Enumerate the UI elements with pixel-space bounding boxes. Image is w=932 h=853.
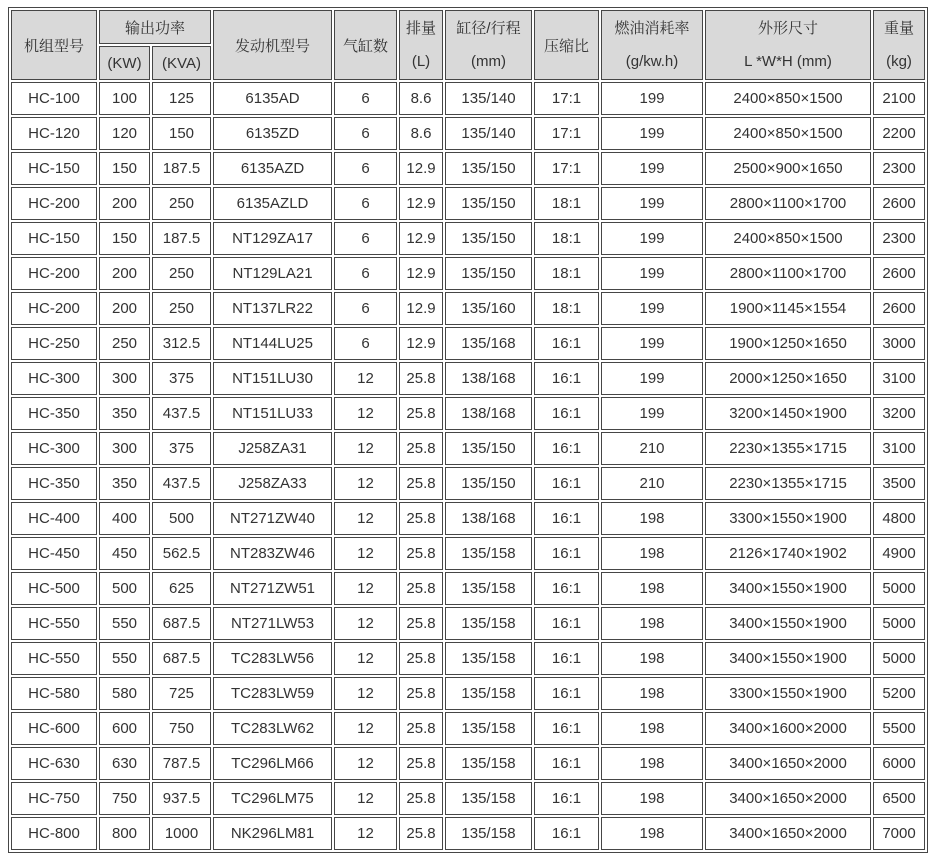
table-cell: 12 [334, 432, 397, 465]
table-cell: 135/158 [445, 677, 532, 710]
table-cell: HC-450 [11, 537, 97, 570]
table-cell: 210 [601, 467, 703, 500]
table-cell: 199 [601, 117, 703, 150]
table-cell: 135/140 [445, 117, 532, 150]
table-cell: 6 [334, 257, 397, 290]
table-cell: 1900×1145×1554 [705, 292, 871, 325]
table-cell: NT151LU30 [213, 362, 332, 395]
table-cell: HC-200 [11, 187, 97, 220]
table-cell: 2126×1740×1902 [705, 537, 871, 570]
table-cell: 17:1 [534, 82, 599, 115]
table-cell: 750 [152, 712, 211, 745]
table-cell: 2230×1355×1715 [705, 432, 871, 465]
table-cell: NT271LW53 [213, 607, 332, 640]
table-cell: 2600 [873, 292, 925, 325]
table-cell: 18:1 [534, 292, 599, 325]
table-cell: 135/158 [445, 642, 532, 675]
table-cell: 198 [601, 747, 703, 780]
table-cell: HC-400 [11, 502, 97, 535]
table-cell: TC283LW56 [213, 642, 332, 675]
table-cell: 25.8 [399, 397, 443, 430]
table-cell: 12 [334, 572, 397, 605]
header-cylinders: 气缸数 [334, 10, 397, 80]
table-cell: 200 [99, 187, 150, 220]
table-cell: HC-800 [11, 817, 97, 850]
table-cell: 1900×1250×1650 [705, 327, 871, 360]
table-row [11, 572, 925, 605]
table-cell: 198 [601, 642, 703, 675]
table-cell: 198 [601, 817, 703, 850]
table-row [11, 467, 925, 500]
table-cell: 125 [152, 82, 211, 115]
table-cell: 198 [601, 572, 703, 605]
table-cell: 25.8 [399, 642, 443, 675]
table-cell: 500 [152, 502, 211, 535]
table-cell: 25.8 [399, 467, 443, 500]
table-cell: TC283LW62 [213, 712, 332, 745]
table-cell: HC-500 [11, 572, 97, 605]
table-row [11, 362, 925, 395]
table-cell: 16:1 [534, 607, 599, 640]
table-cell: 16:1 [534, 432, 599, 465]
table-cell: 8.6 [399, 117, 443, 150]
table-cell: 120 [99, 117, 150, 150]
table-cell: 25.8 [399, 712, 443, 745]
table-cell: 16:1 [534, 537, 599, 570]
table-cell: 350 [99, 467, 150, 500]
table-cell: 199 [601, 187, 703, 220]
table-cell: HC-350 [11, 397, 97, 430]
table-cell: 5500 [873, 712, 925, 745]
table-cell: NT129ZA17 [213, 222, 332, 255]
table-cell: 199 [601, 292, 703, 325]
table-cell: 2300 [873, 152, 925, 185]
table-body [11, 82, 925, 850]
table-row [11, 257, 925, 290]
table-cell: 199 [601, 82, 703, 115]
table-cell: 350 [99, 397, 150, 430]
table-cell: NT271ZW40 [213, 502, 332, 535]
table-cell: 12 [334, 607, 397, 640]
table-row [11, 677, 925, 710]
table-row [11, 152, 925, 185]
table-row [11, 117, 925, 150]
table-cell: HC-200 [11, 257, 97, 290]
table-cell: 100 [99, 82, 150, 115]
table-row [11, 712, 925, 745]
table-cell: 135/158 [445, 817, 532, 850]
table-cell: 6 [334, 82, 397, 115]
table-cell: 138/168 [445, 397, 532, 430]
table-cell: 300 [99, 432, 150, 465]
table-cell: 200 [99, 292, 150, 325]
table-cell: J258ZA31 [213, 432, 332, 465]
table-cell: 135/140 [445, 82, 532, 115]
table-cell: HC-550 [11, 642, 97, 675]
table-cell: 135/158 [445, 607, 532, 640]
table-cell: 198 [601, 712, 703, 745]
table-cell: 6135AZD [213, 152, 332, 185]
header-displacement [399, 10, 443, 80]
table-cell: NT137LR22 [213, 292, 332, 325]
table-cell: 787.5 [152, 747, 211, 780]
table-cell: 6 [334, 327, 397, 360]
header-displacement-line1: 排量 [406, 20, 437, 37]
table-cell: 187.5 [152, 222, 211, 255]
header-weight-line2: (kg) [886, 53, 912, 70]
table-cell: 687.5 [152, 607, 211, 640]
table-cell: 25.8 [399, 572, 443, 605]
table-cell: 138/168 [445, 362, 532, 395]
table-cell: 135/150 [445, 222, 532, 255]
header-kva: (KVA) [152, 46, 211, 80]
table-cell: HC-250 [11, 327, 97, 360]
header-displacement-line2: (L) [411, 53, 431, 70]
table-cell: 200 [99, 257, 150, 290]
header-weight-line1: 重量 [884, 20, 915, 37]
table-cell: HC-150 [11, 222, 97, 255]
table-cell: TC296LM75 [213, 782, 332, 815]
header-fuel-line1: 燃油消耗率 [614, 20, 690, 37]
table-row [11, 292, 925, 325]
table-cell: 3100 [873, 432, 925, 465]
table-cell: 16:1 [534, 817, 599, 850]
table-cell: 4800 [873, 502, 925, 535]
table-cell: 6 [334, 187, 397, 220]
table-cell: 150 [99, 222, 150, 255]
header-weight [873, 10, 925, 80]
header-bore-stroke-line1: 缸径/行程 [456, 20, 521, 37]
table-cell: NT151LU33 [213, 397, 332, 430]
table-cell: 750 [99, 782, 150, 815]
table-cell: 6000 [873, 747, 925, 780]
table-cell: 437.5 [152, 467, 211, 500]
table-row [11, 747, 925, 780]
header-dimensions-line2: L *W*H (mm) [744, 53, 832, 70]
table-cell: 12.9 [399, 327, 443, 360]
table-cell: 199 [601, 152, 703, 185]
table-cell: 2400×850×1500 [705, 222, 871, 255]
table-cell: 250 [152, 292, 211, 325]
table-cell: 2200 [873, 117, 925, 150]
table-cell: 25.8 [399, 502, 443, 535]
table-cell: TC283LW59 [213, 677, 332, 710]
table-cell: 3400×1650×2000 [705, 747, 871, 780]
table-cell: HC-630 [11, 747, 97, 780]
header-dimensions [705, 10, 871, 80]
table-cell: 600 [99, 712, 150, 745]
table-cell: HC-150 [11, 152, 97, 185]
table-cell: 3400×1550×1900 [705, 607, 871, 640]
table-cell: 8.6 [399, 82, 443, 115]
table-cell: 3300×1550×1900 [705, 502, 871, 535]
header-dimensions-line1: 外形尺寸 [758, 20, 819, 37]
table-cell: 25.8 [399, 677, 443, 710]
table-header [11, 10, 925, 80]
table-cell: 16:1 [534, 397, 599, 430]
table-cell: 12.9 [399, 187, 443, 220]
table-cell: 3400×1550×1900 [705, 642, 871, 675]
header-engine-model: 发动机型号 [213, 10, 332, 80]
table-cell: 16:1 [534, 782, 599, 815]
table-cell: 500 [99, 572, 150, 605]
table-cell: 3000 [873, 327, 925, 360]
table-cell: 25.8 [399, 607, 443, 640]
table-cell: J258ZA33 [213, 467, 332, 500]
table-cell: HC-750 [11, 782, 97, 815]
table-cell: 198 [601, 537, 703, 570]
table-cell: 562.5 [152, 537, 211, 570]
table-cell: 25.8 [399, 432, 443, 465]
table-cell: HC-550 [11, 607, 97, 640]
table-cell: 3200 [873, 397, 925, 430]
header-fuel-line2: (g/kw.h) [625, 53, 679, 70]
table-row [11, 82, 925, 115]
table-cell: 17:1 [534, 117, 599, 150]
table-cell: 16:1 [534, 642, 599, 675]
table-row [11, 432, 925, 465]
table-cell: 5000 [873, 642, 925, 675]
table-cell: 135/158 [445, 712, 532, 745]
table-cell: 12 [334, 782, 397, 815]
table-cell: 7000 [873, 817, 925, 850]
table-cell: 5000 [873, 607, 925, 640]
table-cell: 210 [601, 432, 703, 465]
table-cell: 25.8 [399, 747, 443, 780]
table-cell: 250 [152, 257, 211, 290]
table-cell: 12 [334, 817, 397, 850]
table-row [11, 187, 925, 220]
table-row [11, 502, 925, 535]
header-compression: 压缩比 [534, 10, 599, 80]
table-cell: 2600 [873, 187, 925, 220]
table-cell: 135/150 [445, 257, 532, 290]
table-cell: 300 [99, 362, 150, 395]
table-cell: 199 [601, 257, 703, 290]
table-cell: 3400×1650×2000 [705, 817, 871, 850]
table-cell: 12 [334, 642, 397, 675]
table-cell: 312.5 [152, 327, 211, 360]
table-cell: 580 [99, 677, 150, 710]
table-cell: 199 [601, 327, 703, 360]
table-cell: TC296LM66 [213, 747, 332, 780]
table-cell: 5200 [873, 677, 925, 710]
table-cell: 199 [601, 362, 703, 395]
table-cell: 135/158 [445, 537, 532, 570]
table-cell: 2400×850×1500 [705, 117, 871, 150]
table-cell: 135/168 [445, 327, 532, 360]
table-cell: HC-100 [11, 82, 97, 115]
table-cell: HC-200 [11, 292, 97, 325]
table-cell: 18:1 [534, 222, 599, 255]
header-row-1 [11, 10, 925, 44]
table-cell: NT283ZW46 [213, 537, 332, 570]
table-cell: 250 [99, 327, 150, 360]
header-fuel-consumption [601, 10, 703, 80]
table-cell: 12 [334, 677, 397, 710]
table-cell: 1000 [152, 817, 211, 850]
table-cell: 16:1 [534, 677, 599, 710]
table-cell: 135/150 [445, 467, 532, 500]
table-cell: 16:1 [534, 747, 599, 780]
table-cell: 3400×1600×2000 [705, 712, 871, 745]
table-cell: 6 [334, 152, 397, 185]
table-cell: 135/150 [445, 152, 532, 185]
table-cell: 12 [334, 712, 397, 745]
table-cell: 3300×1550×1900 [705, 677, 871, 710]
header-kw: (KW) [99, 46, 150, 80]
header-unit-model: 机组型号 [11, 10, 97, 80]
table-cell: 450 [99, 537, 150, 570]
table-cell: 725 [152, 677, 211, 710]
table-cell: 135/158 [445, 747, 532, 780]
table-cell: 6135AD [213, 82, 332, 115]
table-cell: 400 [99, 502, 150, 535]
table-cell: 135/158 [445, 572, 532, 605]
table-cell: NT144LU25 [213, 327, 332, 360]
table-cell: 437.5 [152, 397, 211, 430]
table-row [11, 607, 925, 640]
table-cell: 6 [334, 222, 397, 255]
table-cell: 198 [601, 502, 703, 535]
table-cell: 199 [601, 397, 703, 430]
table-cell: 4900 [873, 537, 925, 570]
table-cell: NT129LA21 [213, 257, 332, 290]
table-row [11, 817, 925, 850]
table-cell: 12.9 [399, 292, 443, 325]
table-row [11, 397, 925, 430]
table-cell: 12 [334, 747, 397, 780]
header-output-power: 输出功率 [99, 10, 211, 44]
table-cell: HC-300 [11, 432, 97, 465]
table-cell: 138/168 [445, 502, 532, 535]
table-cell: 18:1 [534, 187, 599, 220]
header-bore-stroke-line2: (mm) [471, 53, 506, 70]
table-cell: 150 [152, 117, 211, 150]
table-cell: 2800×1100×1700 [705, 257, 871, 290]
table-cell: HC-350 [11, 467, 97, 500]
table-cell: 625 [152, 572, 211, 605]
table-row [11, 537, 925, 570]
table-cell: 18:1 [534, 257, 599, 290]
table-cell: 198 [601, 677, 703, 710]
table-cell: 25.8 [399, 537, 443, 570]
generator-spec-table [8, 7, 928, 853]
table-cell: 135/160 [445, 292, 532, 325]
table-cell: 12.9 [399, 152, 443, 185]
table-cell: 135/150 [445, 432, 532, 465]
table-cell: 3100 [873, 362, 925, 395]
table-row [11, 782, 925, 815]
table-cell: 250 [152, 187, 211, 220]
table-cell: 16:1 [534, 712, 599, 745]
table-cell: 25.8 [399, 782, 443, 815]
table-row [11, 642, 925, 675]
table-cell: 2800×1100×1700 [705, 187, 871, 220]
header-bore-stroke [445, 10, 532, 80]
table-cell: 687.5 [152, 642, 211, 675]
table-cell: 17:1 [534, 152, 599, 185]
table-cell: 16:1 [534, 467, 599, 500]
table-cell: 12 [334, 537, 397, 570]
table-cell: HC-300 [11, 362, 97, 395]
table-cell: 2000×1250×1650 [705, 362, 871, 395]
table-cell: 25.8 [399, 817, 443, 850]
table-cell: 375 [152, 362, 211, 395]
table-cell: 550 [99, 607, 150, 640]
table-cell: 16:1 [534, 502, 599, 535]
table-cell: 375 [152, 432, 211, 465]
table-cell: 3500 [873, 467, 925, 500]
table-cell: 3400×1650×2000 [705, 782, 871, 815]
table-cell: 198 [601, 607, 703, 640]
table-cell: 5000 [873, 572, 925, 605]
table-cell: 3200×1450×1900 [705, 397, 871, 430]
table-cell: 199 [601, 222, 703, 255]
table-cell: 937.5 [152, 782, 211, 815]
table-cell: 2500×900×1650 [705, 152, 871, 185]
table-cell: NT271ZW51 [213, 572, 332, 605]
table-row [11, 327, 925, 360]
table-cell: 12 [334, 502, 397, 535]
table-cell: 150 [99, 152, 150, 185]
table-cell: 550 [99, 642, 150, 675]
table-cell: 16:1 [534, 327, 599, 360]
table-cell: 2600 [873, 257, 925, 290]
table-cell: 12.9 [399, 257, 443, 290]
table-cell: 2400×850×1500 [705, 82, 871, 115]
table-cell: 12 [334, 397, 397, 430]
table-cell: 2230×1355×1715 [705, 467, 871, 500]
table-cell: 6 [334, 292, 397, 325]
table-cell: 135/158 [445, 782, 532, 815]
table-row [11, 222, 925, 255]
table-cell: 198 [601, 782, 703, 815]
table-cell: 6135AZLD [213, 187, 332, 220]
table-cell: 6500 [873, 782, 925, 815]
table-cell: 16:1 [534, 572, 599, 605]
table-cell: 187.5 [152, 152, 211, 185]
table-cell: 3400×1550×1900 [705, 572, 871, 605]
table-cell: 16:1 [534, 362, 599, 395]
table-cell: 135/150 [445, 187, 532, 220]
table-cell: 630 [99, 747, 150, 780]
table-cell: 2100 [873, 82, 925, 115]
table-cell: 6 [334, 117, 397, 150]
table-cell: HC-580 [11, 677, 97, 710]
table-cell: NK296LM81 [213, 817, 332, 850]
table-cell: 12 [334, 467, 397, 500]
table-cell: 2300 [873, 222, 925, 255]
table-cell: 12.9 [399, 222, 443, 255]
table-cell: 800 [99, 817, 150, 850]
table-cell: 12 [334, 362, 397, 395]
table-cell: 6135ZD [213, 117, 332, 150]
table-cell: HC-600 [11, 712, 97, 745]
table-cell: HC-120 [11, 117, 97, 150]
table-cell: 25.8 [399, 362, 443, 395]
